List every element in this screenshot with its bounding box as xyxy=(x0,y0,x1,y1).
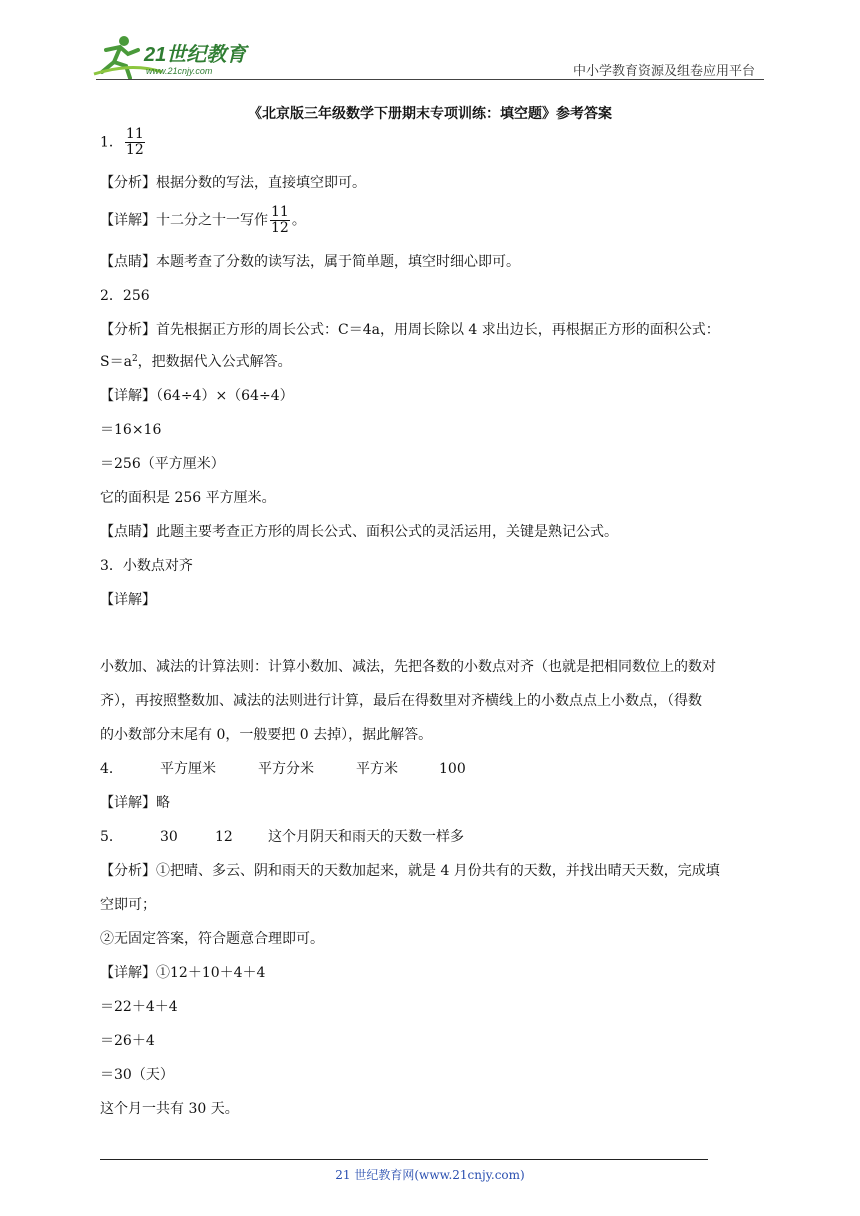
q1-comment: 【点睛】本题考查了分数的读写法，属于简单题，填空时细心即可。 xyxy=(100,254,520,270)
q5-answer-1: 30 xyxy=(160,829,178,845)
site-logo xyxy=(92,34,262,80)
q2-formula-prefix: S＝a xyxy=(100,354,132,370)
q2-analysis-line-1: 【分析】首先根据正方形的周长公式：C＝4a，用周长除以 4 求出边长，再根据正方形的面积公式： xyxy=(100,322,720,338)
platform-label: 中小学教育资源及组卷应用平台 xyxy=(572,64,755,79)
q4-answers xyxy=(100,759,466,779)
q2-analysis-line-2 xyxy=(100,352,292,372)
q5-analysis-line-2: 空即可； xyxy=(100,897,156,913)
q2-detail-line-3: ＝256（平方厘米） xyxy=(100,456,225,472)
q4-number: 4． xyxy=(100,761,123,777)
q5-detail-line-5: 这个月一共有 30 天。 xyxy=(100,1101,239,1117)
q2-formula-suffix: ，把数据代入公式解答。 xyxy=(137,354,292,370)
q1-answer xyxy=(100,127,147,158)
q2-formula-exponent: 2 xyxy=(131,354,138,364)
q5-analysis-line-3: ②无固定答案，符合题意合理即可。 xyxy=(100,931,324,947)
q1-detail-fraction xyxy=(270,205,290,236)
header-divider xyxy=(96,79,764,80)
q2-comment: 【点睛】此题主要考查正方形的周长公式、面积公式的灵活运用，关键是熟记公式。 xyxy=(100,524,618,540)
q3-body-line-2: 齐），再按照整数加、减法的法则进行计算，最后在得数里对齐横线上的小数点点上小数点，（得数 xyxy=(100,693,702,709)
q1-detail-numerator: 11 xyxy=(271,204,289,220)
q3-body-line-1: 小数加、减法的计算法则：计算小数加、减法，先把各数的小数点对齐（也就是把相同数位上的数对 xyxy=(100,659,716,675)
q5-detail-line-3: ＝26＋4 xyxy=(100,1033,155,1049)
footer-link[interactable]: 21 世纪教育网(www.21cnjy.com) xyxy=(335,1168,525,1182)
q5-detail-line-4: ＝30（天） xyxy=(100,1067,174,1083)
q1-numerator: 11 xyxy=(125,126,144,142)
q3-body-line-3: 的小数部分末尾有 0，一般要把 0 去掉），据此解答。 xyxy=(100,727,433,743)
logo-text: 21世纪教育 xyxy=(144,44,247,66)
q5-detail-line-2: ＝22＋4＋4 xyxy=(100,999,178,1015)
q1-detail xyxy=(100,205,306,236)
q3-detail-label: 【详解】 xyxy=(100,592,156,608)
q1-denominator: 12 xyxy=(125,142,144,158)
q5-answer-3: 这个月阴天和雨天的天数一样多 xyxy=(268,829,464,845)
q1-analysis: 【分析】根据分数的写法，直接填空即可。 xyxy=(100,175,366,191)
footer-divider xyxy=(100,1159,708,1160)
q1-detail-denominator: 12 xyxy=(271,220,289,236)
q1-detail-suffix: 。 xyxy=(291,212,306,229)
q5-answers xyxy=(100,827,464,847)
q2-detail-line-4: 它的面积是 256 平方厘米。 xyxy=(100,490,276,506)
q1-fraction xyxy=(125,127,145,158)
q4-answer-4: 100 xyxy=(439,761,466,777)
q3-header: 3．小数点对齐 xyxy=(100,558,193,574)
q5-analysis-line-1: 【分析】①把晴、多云、阴和雨天的天数加起来，就是 4 月份共有的天数，并找出晴天天数，完成填 xyxy=(100,863,720,879)
document-title: 《北京版三年级数学下册期末专项训练：填空题》参考答案 xyxy=(248,106,612,122)
q2-detail-line-2: ＝16×16 xyxy=(100,422,162,438)
logo-url: www.21cnjy.com xyxy=(146,66,213,76)
q4-answer-2: 平方分米 xyxy=(258,761,314,777)
q1-number: 1． xyxy=(100,134,123,151)
q1-detail-prefix: 【详解】十二分之十一写作 xyxy=(100,212,268,229)
q4-answer-3: 平方米 xyxy=(356,761,398,777)
q4-answer-1: 平方厘米 xyxy=(160,761,216,777)
q5-detail-line-1: 【详解】①12＋10＋4＋4 xyxy=(100,965,266,981)
q5-number: 5． xyxy=(100,829,123,845)
q4-detail: 【详解】略 xyxy=(100,795,170,811)
q2-header: 2．256 xyxy=(100,288,150,304)
q5-answer-2: 12 xyxy=(215,829,233,845)
q2-detail-line-1: 【详解】（64÷4）×（64÷4） xyxy=(100,388,294,404)
